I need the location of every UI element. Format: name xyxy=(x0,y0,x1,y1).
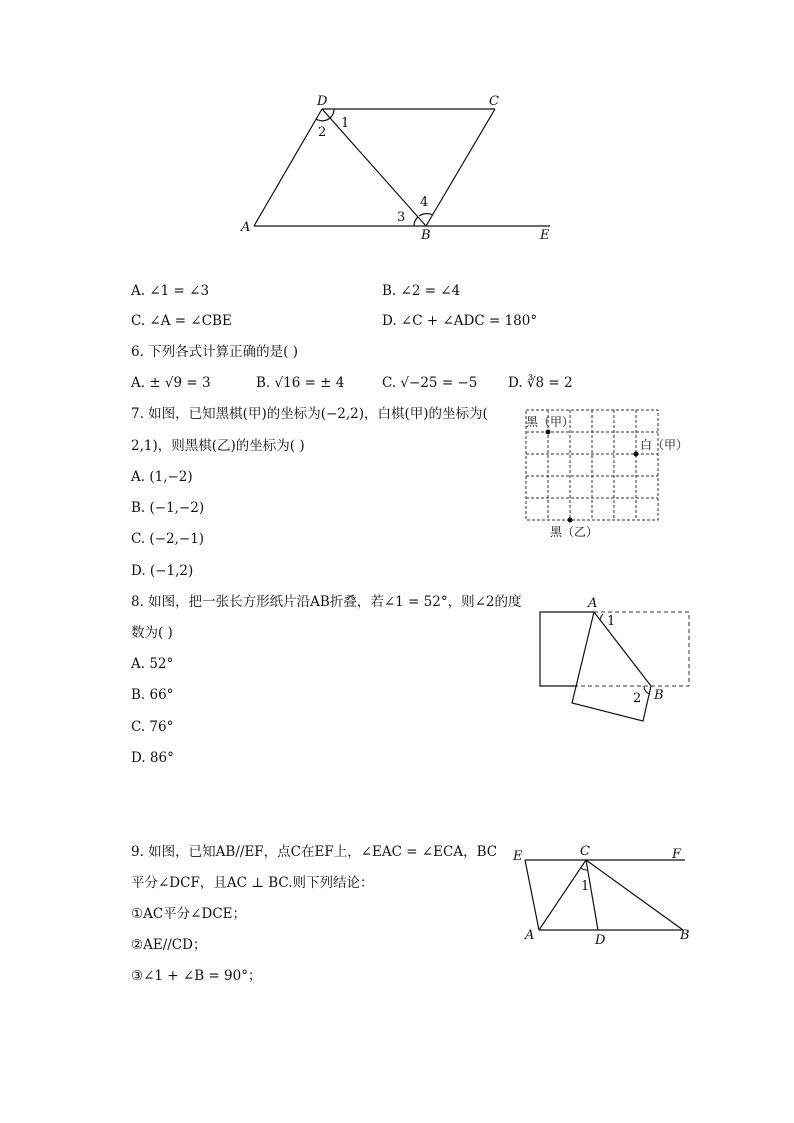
parallelogram-figure xyxy=(230,88,560,243)
label-D: D xyxy=(317,94,328,109)
black-piece-b xyxy=(568,518,573,523)
angle-arc-1 xyxy=(600,614,603,620)
edge-BC xyxy=(426,109,495,226)
label-B: B xyxy=(654,688,664,703)
q6-option-c: C. √−25 = −5 xyxy=(382,375,478,391)
rect-right-dashed xyxy=(577,612,689,686)
q5-option-c: C. ∠A = ∠CBE xyxy=(131,313,232,329)
angle-arc-2 xyxy=(316,118,330,121)
edge-AD xyxy=(254,109,322,226)
q6-option-b: B. √16 = ± 4 xyxy=(256,375,345,391)
q8-option-b: B. 66° xyxy=(131,687,174,703)
label-C: C xyxy=(580,844,590,859)
q5-option-a: A. ∠1 = ∠3 xyxy=(131,283,210,299)
q9-statement-2: ②AE//CD； xyxy=(131,937,207,953)
label-A: A xyxy=(588,596,598,611)
label-F: F xyxy=(672,847,682,862)
chess-grid-figure xyxy=(520,405,700,545)
q5-option-b: B. ∠2 = ∠4 xyxy=(382,283,461,299)
label-A: A xyxy=(525,928,535,943)
parallel-lines-figure xyxy=(505,840,705,955)
label-angle-1: 1 xyxy=(581,879,590,894)
q8-option-a: A. 52° xyxy=(131,656,174,672)
folded-paper-figure xyxy=(530,590,705,730)
q8-option-d: D. 86° xyxy=(131,750,174,766)
label-A: A xyxy=(241,220,251,235)
label-E: E xyxy=(540,228,550,243)
label-C: C xyxy=(489,94,499,109)
white-piece-a xyxy=(634,452,639,457)
q7-option-c: C. (−2,−1) xyxy=(131,531,205,547)
q8-stem-line2: 数为( ) xyxy=(131,625,173,641)
label-angle-2: 2 xyxy=(318,125,327,140)
q8-stem-line1: 8. 如图，把一张长方形纸片沿AB折叠，若∠1 = 52°，则∠2的度 xyxy=(131,594,522,610)
q9-stem-line1: 9. 如图，已知AB//EF，点C在EF上，∠EAC = ∠ECA，BC xyxy=(131,844,498,860)
q9-stem-line2: 平分∠DCF，且AC ⊥ BC.则下列结论： xyxy=(131,875,374,891)
label-white-a: 白（甲） xyxy=(640,438,689,452)
diagonal-DB xyxy=(322,109,429,226)
segment-CB xyxy=(586,860,683,930)
label-B: B xyxy=(421,228,431,243)
label-angle-1: 1 xyxy=(341,116,350,131)
q9-statement-1: ①AC平分∠DCE； xyxy=(131,906,247,922)
q7-stem-line2: 2,1)，则黑棋(乙)的坐标为( ) xyxy=(131,438,305,454)
q6-stem: 6. 下列各式计算正确的是( ) xyxy=(131,344,298,360)
label-angle-2: 2 xyxy=(633,691,642,706)
q7-option-d: D. (−1,2) xyxy=(131,563,194,579)
label-black-a: 黑（甲） xyxy=(526,415,575,429)
segment-EA xyxy=(525,860,539,930)
q8-option-c: C. 76° xyxy=(131,719,174,735)
angle-arc-1 xyxy=(330,109,334,118)
label-D: D xyxy=(595,933,606,948)
q5-option-d: D. ∠C + ∠ADC = 180° xyxy=(382,313,538,329)
label-angle-4: 4 xyxy=(420,195,429,210)
label-angle-1: 1 xyxy=(607,614,616,629)
label-B: B xyxy=(680,928,690,943)
label-E: E xyxy=(513,849,523,864)
q7-option-a: A. (1,−2) xyxy=(131,469,193,485)
q7-option-b: B. (−1,−2) xyxy=(131,500,205,516)
black-piece-a xyxy=(546,430,551,435)
q9-statement-3: ③∠1 + ∠B = 90°； xyxy=(131,968,262,984)
angle-arc-4 xyxy=(419,214,433,216)
q7-stem-line1: 7. 如图，已知黑棋(甲)的坐标为(−2,2)，白棋(甲)的坐标为( xyxy=(131,406,488,422)
angle-arc-3 xyxy=(414,217,418,226)
rect-left-part xyxy=(540,612,594,686)
segment-CA xyxy=(539,860,586,930)
q6-option-a: A. ± √9 = 3 xyxy=(131,375,211,391)
label-angle-3: 3 xyxy=(397,210,406,225)
q6-option-d: D. ∛8 = 2 xyxy=(508,375,573,391)
label-black-b: 黑（乙） xyxy=(550,525,599,539)
